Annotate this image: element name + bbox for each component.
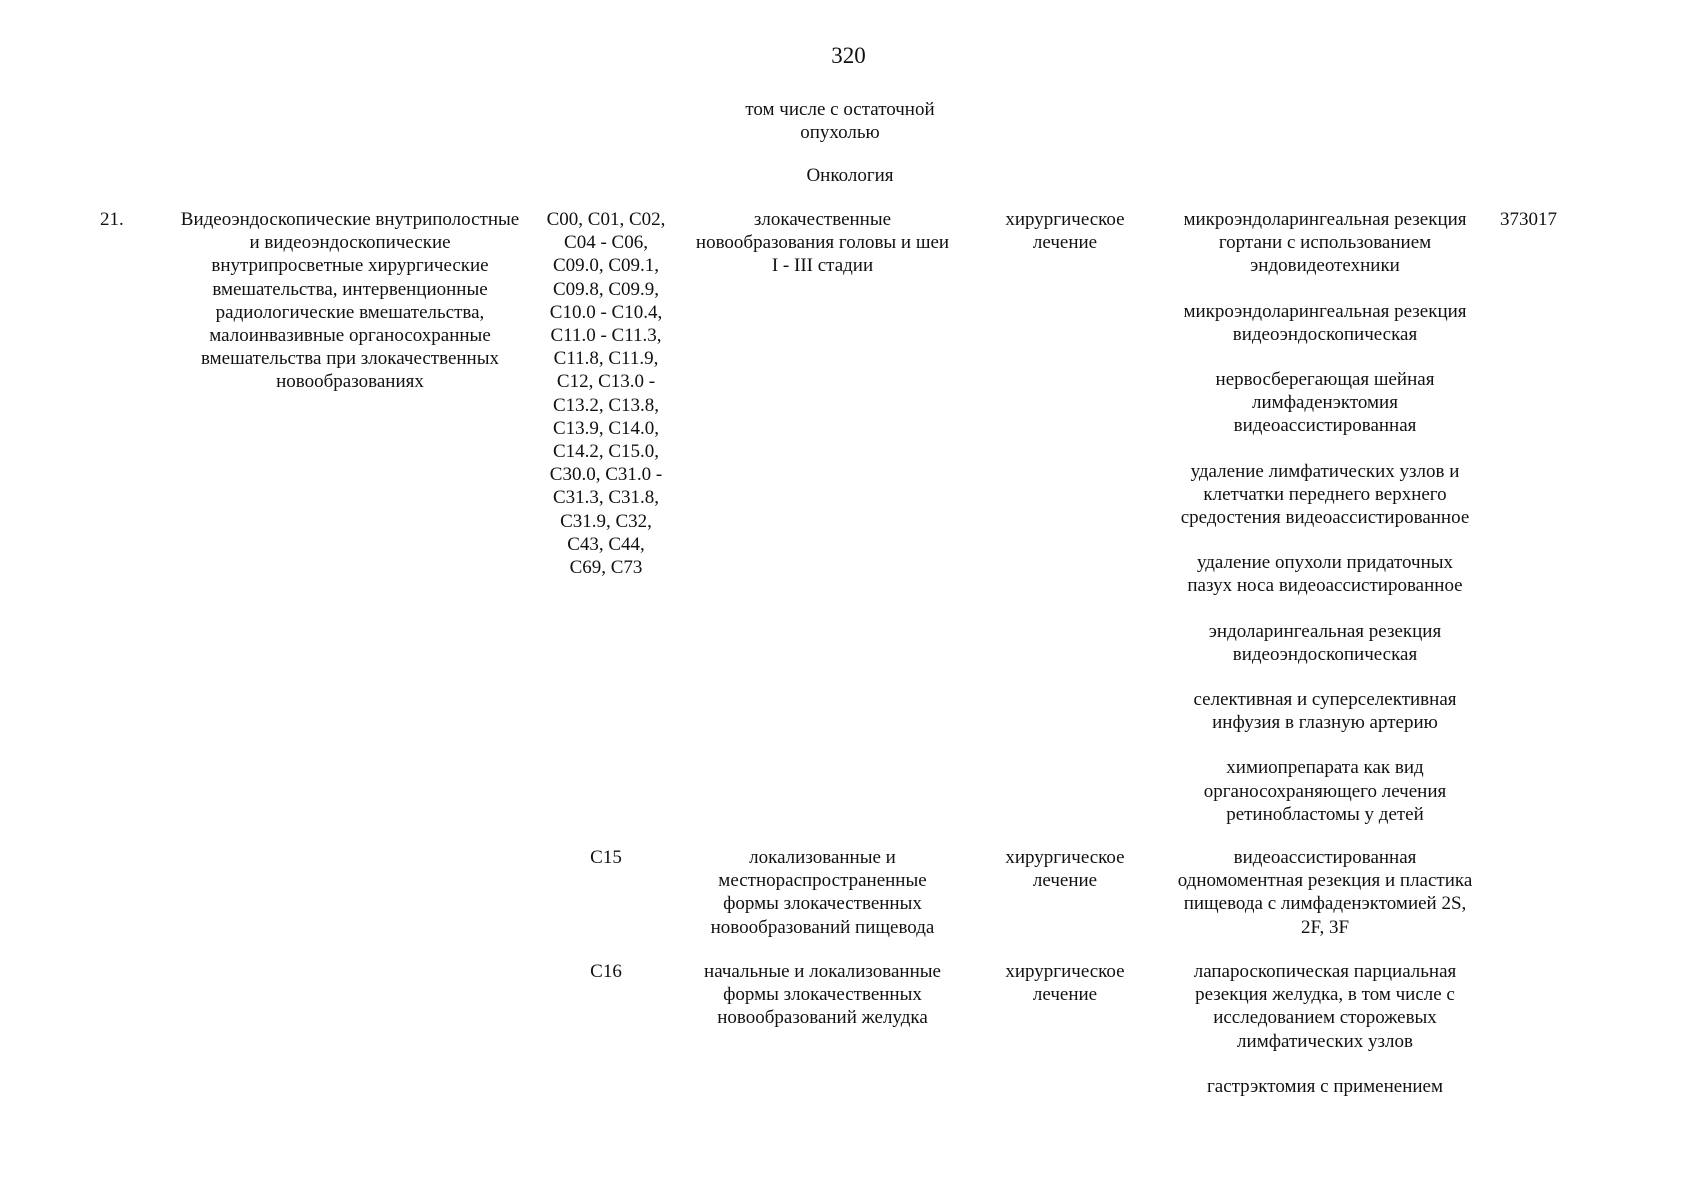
method-item: гастрэктомия с применением bbox=[1206, 1075, 1444, 1097]
continuation-text: том числе с остаточной опухолью bbox=[745, 99, 935, 144]
method-item: удаление опухоли придаточных пазух носа видеоассистированное bbox=[1187, 552, 1463, 597]
row-1-codes: C15 bbox=[590, 847, 622, 868]
row-2-model: начальные и локализованные формы злокачественных новообразований желудка bbox=[704, 961, 941, 1029]
row-2-codes: C16 bbox=[590, 961, 622, 982]
method-item: видеоассистированная одномоментная резекция и пластика пищевода с лимфаденэктомией 2S, 2F, 3F bbox=[1177, 847, 1473, 938]
row-2-treatment-type: хирургическое лечение bbox=[1005, 961, 1125, 1006]
row-1-methods bbox=[1145, 846, 1505, 961]
method-item: лапароскопическая парциальная резекция желудка, в том числе с исследованием сторожевых лимфатических узлов bbox=[1193, 961, 1457, 1052]
row-0-model: злокачественные новообразования головы и шеи I - III стадии bbox=[695, 209, 950, 277]
row-2-methods bbox=[1145, 960, 1505, 1120]
row-0-treatment-type: хирургическое лечение bbox=[1005, 209, 1125, 254]
method-item: селективная и суперселективная инфузия в глазную артерию bbox=[1193, 689, 1457, 734]
section-title: Онкология bbox=[806, 165, 894, 186]
entry-number: 21. bbox=[100, 209, 124, 230]
entry-cost: 373017 bbox=[1500, 209, 1557, 230]
row-1-model: локализованные и местнораспространенные формы злокачественных новообразований пищевода bbox=[710, 847, 935, 938]
entry-name: Видеоэндоскопические внутриполостные и видеоэндоскопические внутрипросветные хирургические вмешательства, интервенционные радиологические вмешательства, малоинвазивные органосохранные вмешательства при злокачественных новообразованиях bbox=[180, 209, 520, 393]
method-item: эндоларингеальная резекция видеоэндоскопическая bbox=[1208, 620, 1442, 665]
method-item: микроэндоларингеальная резекция видеоэндоскопическая bbox=[1183, 300, 1467, 345]
row-0-codes: C00, C01, C02, C04 - C06, C09.0, C09.1, C09.8, C09.9, C10.0 - C10.4, C11.0 - C11.3, C11.8, C11.9, C12, C13.0 - C13.2, C13.8, C13.9, C14.0, C14.2, C15.0, C30.0, C31.0 - C31.3, C31.8, C31.9, C32, C43, C44, C69, C73 bbox=[546, 209, 666, 579]
row-1-treatment-type: хирургическое лечение bbox=[1005, 847, 1125, 892]
method-item: химиопрепарата как вид органосохраняющего лечения ретинобластомы у детей bbox=[1203, 757, 1447, 825]
page-number: 320 bbox=[831, 43, 866, 68]
method-item: микроэндоларингеальная резекция гортани с использованием эндовидеотехники bbox=[1183, 209, 1467, 277]
method-item: удаление лимфатических узлов и клетчатки переднего верхнего средостения видеоассистированное bbox=[1180, 460, 1470, 529]
row-0-methods bbox=[1145, 208, 1505, 848]
method-item: нервосберегающая шейная лимфаденэктомия видеоассистированная bbox=[1215, 369, 1435, 437]
